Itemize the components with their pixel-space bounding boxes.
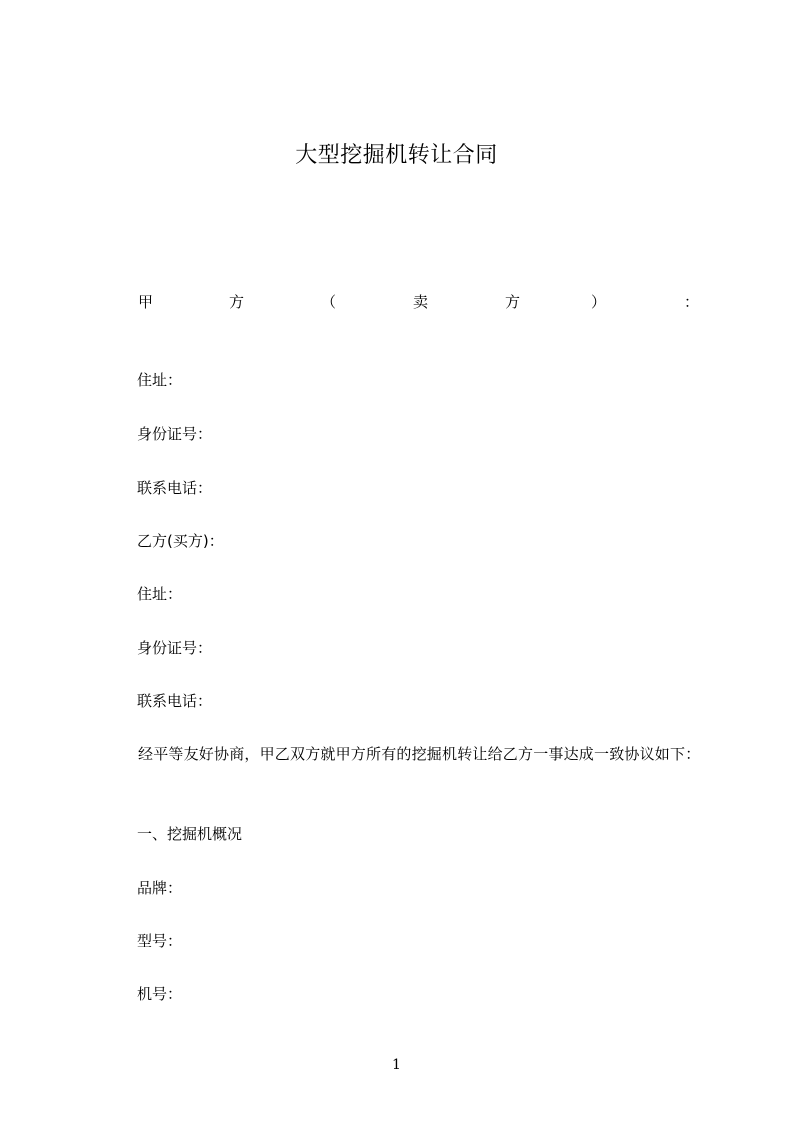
party-a-heading-char-2: 方 (229, 293, 245, 311)
party-a-id-number: 身份证号： (137, 425, 213, 443)
party-a-heading-char-7: ： (684, 293, 700, 311)
party-a-heading-char-4: 卖 (413, 293, 429, 311)
brand-field: 品牌： (137, 879, 183, 897)
party-a-heading-char-1: 甲 (138, 293, 154, 311)
party-b-address: 住址： (137, 585, 183, 603)
party-a-heading-char-3: （ (321, 293, 337, 311)
section-1-heading: 一、挖掘机概况 (137, 825, 243, 843)
party-b-phone: 联系电话： (137, 692, 213, 710)
intro-paragraph: 经平等友好协商，甲乙双方就甲方所有的挖掘机转让给乙方一事达成一致协议如下： (138, 745, 701, 763)
party-b-heading: 乙方(买方)： (137, 532, 224, 550)
page-number: 1 (392, 1057, 401, 1073)
party-a-heading-char-5: 方 (505, 293, 521, 311)
party-b-id-number: 身份证号： (137, 639, 213, 657)
machine-number-field: 机号： (137, 985, 183, 1003)
contract-title: 大型挖掘机转让合同 (295, 143, 498, 168)
party-a-address: 住址： (137, 371, 183, 389)
model-field: 型号： (137, 932, 183, 950)
party-a-heading-char-6: ） (591, 293, 607, 311)
party-a-heading (138, 291, 700, 313)
party-a-phone: 联系电话： (137, 479, 213, 497)
